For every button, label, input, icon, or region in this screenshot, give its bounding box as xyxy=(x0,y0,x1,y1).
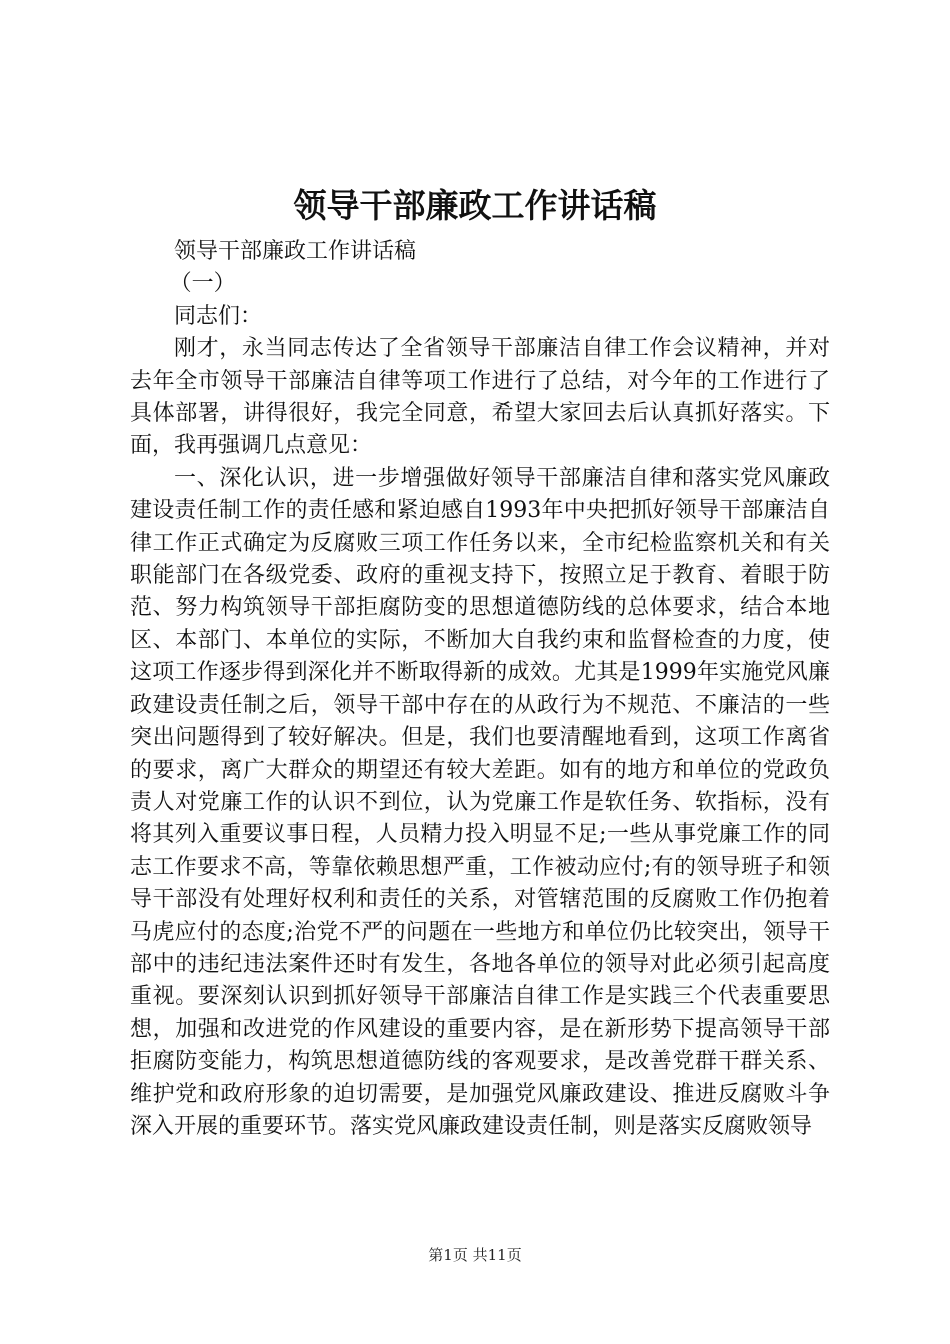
page-footer: 第1页 共11页 xyxy=(428,1246,522,1264)
document-body xyxy=(130,236,830,1143)
salutation: 同志们： xyxy=(174,303,263,329)
document-subtitle: 领导干部廉政工作讲话稿 xyxy=(174,239,417,264)
paragraph-intro: 刚才，永当同志传达了全省领导干部廉洁自律工作会议精神，并对去年全市领导干部廉洁自律等项工作进行了总结，对今年的工作进行了具体部署，讲得很好，我完全同意，希望大家回去后认真抓好落实。下面，我再强调几点意见： xyxy=(130,336,830,459)
document-title: 领导干部廉政工作讲话稿 xyxy=(293,186,657,225)
paragraph-section-one: 一、深化认识，进一步增强做好领导干部廉洁自律和落实党风廉政建设责任制工作的责任感和紧迫感自1993年中央把抓好领导干部廉洁自律工作正式确定为反腐败三项工作任务以来，全市纪检监察机关和有关职能部门在各级党委、政府的重视支持下，按照立足于教育、着眼于防范、努力构筑领导干部拒腐防变的思想道德防线的总体要求，结合本地区、本部门、本单位的实际，不断加大自我约束和监督检查的力度，使这项工作逐步得到深化并不断取得新的成效。尤其是1999年实施党风廉政建设责任制之后，领导干部中存在的从政行为不规范、不廉洁的一些突出问题得到了较好解决。但是，我们也要清醒地看到，这项工作离省的要求，离广大群众的期望还有较大差距。如有的地方和单位的党政负责人对党廉工作的认识不到位，认为党廉工作是软任务、软指标，没有将其列入重要议事日程，人员精力投入明显不足;一些从事党廉工作的同志工作要求不高，等靠依赖思想严重，工作被动应付;有的领导班子和领导干部没有处理好权利和责任的关系，对管辖范围的反腐败工作仍抱着马虎应付的态度;治党不严的问题在一些地方和单位仍比较突出，领导干部中的违纪违法案件还时有发生，各地各单位的领导对此必须引起高度重视。要深刻认识到抓好领导干部廉洁自律工作是实践三个代表重要思想，加强和改进党的作风建设的重要内容，是在新形势下提高领导干部拒腐防变能力，构筑思想道德防线的客观要求，是改善党群干群关系、维护党和政府形象的迫切需要，是加强党风廉政建设、推进反腐败斗争深入开展的重要环节。落实党风廉政建设责任制，则是落实反腐败领导 xyxy=(130,465,830,1139)
section-marker: （一） xyxy=(169,271,236,297)
